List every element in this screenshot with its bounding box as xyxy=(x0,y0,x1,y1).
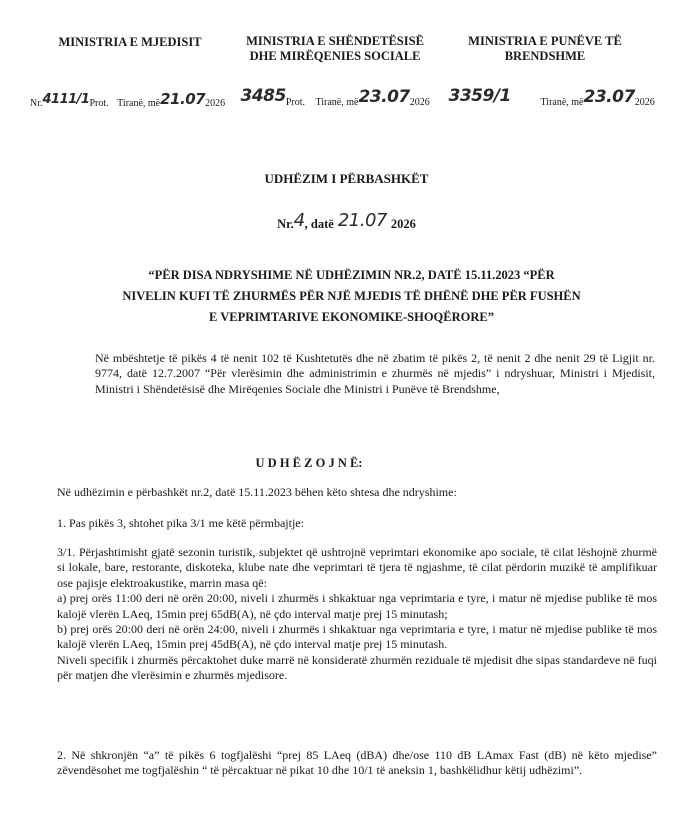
protocol-nr-handwritten: 3359/1 xyxy=(448,86,511,106)
subject-line-1: “PËR DISA NDRYSHIME NË UDHËZIMIN NR.2, DATË 15.11.2023 “PËR xyxy=(148,268,555,282)
ministry-environment xyxy=(30,35,230,50)
doc-nr-handwritten: 4 xyxy=(293,210,305,231)
instruct-text: U D H Ë Z O J N Ë: xyxy=(255,456,363,470)
point-2 xyxy=(57,748,657,779)
ministry-health-name: MINISTRIA E SHËNDETËSISË DHE MIRËQENIES SOCIALE xyxy=(246,34,424,63)
protocol-nr-label: Nr. xyxy=(30,98,43,109)
instruct-heading xyxy=(0,456,618,471)
protocol-city: Tiranë, më xyxy=(117,98,161,109)
document-subject xyxy=(40,265,663,328)
protocol-line-2 xyxy=(228,86,430,110)
protocol-line-1 xyxy=(30,92,225,110)
point-3-1-note: Niveli specifik i zhurmës përcaktohet duke marrë në konsideratë zhurmën reziduale të mjedisit dhe sipas standardeve në fuqi për matjen dhe vlerësimin e zhurmës mjedisore. xyxy=(57,652,657,683)
protocol-date-handwritten: 21.07 xyxy=(160,90,206,108)
document-title-text: UDHËZIM I PËRBASHKËT xyxy=(264,171,429,186)
ministry-health xyxy=(235,34,435,64)
protocol-prot-label: Prot. xyxy=(89,98,109,109)
subject-line-3: E VEPRIMTARIVE EKONOMIKE-SHOQËRORE” xyxy=(209,310,494,324)
protocol-year: 2026 xyxy=(634,97,655,108)
document-number-line xyxy=(0,212,693,233)
protocol-prot-label: Prot. xyxy=(285,97,305,108)
point-3-1-a: a) prej orës 11:00 deri në orën 20:00, niveli i zhurmës i shkaktuar nga veprimtaria e tyre, i matur në mjedise publike të mos kalojë vlerën LAeq, 15min prej 65dB(A), në çdo interval matje prej 15 minutash; xyxy=(57,591,657,621)
ministry-environment-name: MINISTRIA E MJEDISIT xyxy=(58,35,202,49)
intro-text: Në udhëzimin e përbashkët nr.2, datë 15.11.2023 bëhen këto shtesa dhe ndryshime: xyxy=(57,485,457,499)
point-3-1-b: b) prej orës 20:00 deri në orën 24:00, niveli i zhurmës i shkaktuar nga veprimtaria e tyre, i matur në mjedise publike të mos kalojë vlerën LAeq, 15min prej 45dB(A), në çdo interval matje prej 15 minutash. xyxy=(57,622,657,652)
ministry-interior xyxy=(440,34,650,64)
protocol-date-handwritten: 23.07 xyxy=(583,87,635,107)
point-1-text: 1. Pas pikës 3, shtohet pika 3/1 me këtë përmbajtje: xyxy=(57,516,304,530)
protocol-year: 2026 xyxy=(205,98,226,109)
protocol-date-handwritten: 23.07 xyxy=(358,87,410,107)
ministry-interior-name: MINISTRIA E PUNËVE TË BRENDSHME xyxy=(468,34,622,63)
preamble-paragraph xyxy=(95,351,655,397)
intro-paragraph xyxy=(57,485,657,500)
subject-line-2: NIVELIN KUFI TË ZHURMËS PËR NJË MJEDIS TË DHËNË DHE PËR FUSHËN xyxy=(122,289,581,303)
point-3-1 xyxy=(57,545,657,684)
doc-date-handwritten: 21.07 xyxy=(337,210,387,231)
point-1 xyxy=(57,516,657,531)
preamble-text: Në mbështetje të pikës 4 të nenit 102 të Kushtetutës dhe në zbatim të pikës 2, të nenit 2 dhe nenit 29 të Ligjit nr. 9774, datë 12.7.2007 “Për vlerësimin dhe administrimin e zhurmës në mjedis” i ndryshuar, Ministri i Mjedisit, Ministri i Shëndetësisë dhe Mirëqenies Sociale dhe Ministri i Punëve të Brendshme, xyxy=(95,351,655,396)
doc-date-label: , datë xyxy=(304,217,334,231)
point-2-text: 2. Në shkronjën “a” të pikës 6 togfjalëshi “prej 85 LAeq (dBA) dhe/ose 110 dB LAmax Fast (dB) në këto mjedise” zëvendësohet me togfjalëshin “ të përcaktuar në pikat 10 dhe 10/1 të aneksin 1, bashkëlidhur këtij udhëzimi”. xyxy=(57,748,657,778)
doc-year: 2026 xyxy=(390,217,416,231)
doc-nr-label: Nr. xyxy=(277,217,294,231)
protocol-city: Tiranë, më xyxy=(540,97,584,108)
protocol-year: 2026 xyxy=(409,97,430,108)
protocol-city: Tiranë, më xyxy=(315,97,359,108)
document-title xyxy=(0,171,693,187)
protocol-line-3 xyxy=(436,86,655,110)
point-3-1-text: 3/1. Përjashtimisht gjatë sezonin turistik, subjektet që ushtrojnë veprimtari ekonomike apo sociale, të cilat lëshojnë zhurmë si lokale, bare, restorante, diskoteka, klube nate dhe veprimtari të tjera të ngjashme, të cilat përdorin muzikë të amplifikuar ose pajisje elektroakustike, marrin masa që: xyxy=(57,545,657,590)
protocol-nr-handwritten: 3485 xyxy=(240,86,286,106)
protocol-nr-handwritten: 4111/1 xyxy=(42,92,90,107)
